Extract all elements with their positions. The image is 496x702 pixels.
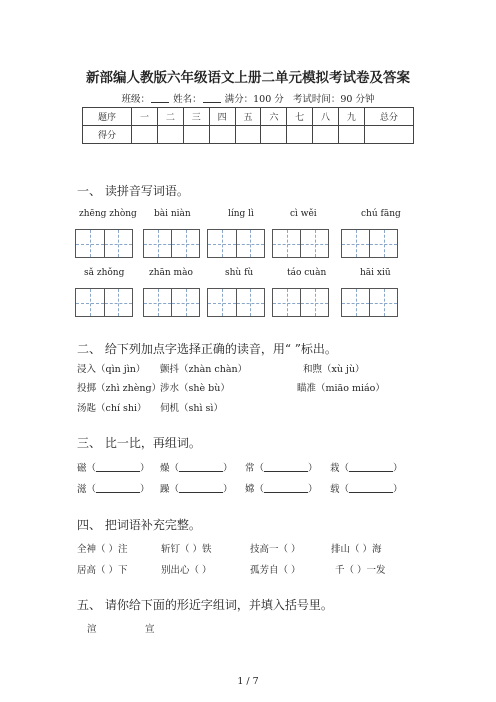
writing-grid[interactable] <box>341 229 398 258</box>
score-cell[interactable] <box>209 126 235 144</box>
compare-item: 载（ ） <box>330 484 403 495</box>
similar-char: 渲 <box>87 624 97 635</box>
pinyin: líng lì <box>228 209 254 219</box>
compare-char: 滋 <box>77 484 87 495</box>
section4-heading: 四、 把词语补充完整。 <box>77 518 201 532</box>
score-header: 总分 <box>364 108 413 126</box>
compare-item: 磁（ ） <box>77 463 150 474</box>
score-header: 五 <box>235 108 261 126</box>
pinyin: táo cuàn <box>287 268 327 278</box>
score-header: 题序 <box>83 108 132 126</box>
score-header-row <box>83 108 414 126</box>
reading-option[interactable]: 颤抖（zhàn chàn） <box>160 364 248 375</box>
exam-time: 考试时间：90 分钟 <box>292 94 375 105</box>
score-header: 二 <box>157 108 183 126</box>
score-header: 一 <box>132 108 158 126</box>
writing-grid[interactable] <box>207 288 265 317</box>
compare-char: 躁 <box>160 484 170 495</box>
answer-blank[interactable] <box>179 463 223 472</box>
class-label: 班级： <box>121 94 151 105</box>
score-cell[interactable] <box>132 126 158 144</box>
score-header: 七 <box>287 108 313 126</box>
pinyin: bài niàn <box>154 209 191 219</box>
reading-option[interactable]: 浸入（qìn jìn） <box>77 364 146 375</box>
reading-option[interactable]: 涉水（shè bù） <box>160 383 230 394</box>
score-cell[interactable] <box>261 126 287 144</box>
compare-item: 滋（ ） <box>77 484 150 495</box>
score-cell[interactable] <box>287 126 313 144</box>
idiom-item[interactable]: 居高（ ）下 <box>77 565 128 576</box>
writing-grid[interactable] <box>143 229 200 258</box>
writing-grid[interactable] <box>143 288 200 317</box>
writing-grid[interactable] <box>75 288 133 317</box>
compare-char: 燥 <box>160 463 170 474</box>
compare-item: 栽（ ） <box>330 463 403 474</box>
idiom-item[interactable]: 技高一（ ） <box>250 544 301 555</box>
score-cell[interactable] <box>364 126 413 144</box>
answer-blank[interactable] <box>179 484 223 493</box>
compare-item: 嫦（ ） <box>245 484 318 495</box>
compare-item: 躁（ ） <box>160 484 233 495</box>
reading-option[interactable]: 伺机（shì sì） <box>160 403 223 414</box>
section1-heading: 一、 读拼音写词语。 <box>77 184 189 198</box>
answer-blank[interactable] <box>96 463 140 472</box>
reading-option[interactable]: 投掷（zhì zhèng） <box>77 383 162 394</box>
reading-option[interactable]: 和煦（xù jù） <box>303 364 365 375</box>
pinyin: hāi xiū <box>360 268 391 278</box>
writing-grid[interactable] <box>341 288 398 317</box>
score-header: 八 <box>313 108 339 126</box>
pinyin: sǎ zhǒng <box>84 268 125 278</box>
score-cell[interactable] <box>183 126 209 144</box>
similar-char: 宣 <box>145 624 155 635</box>
answer-blank[interactable] <box>264 484 308 493</box>
exam-title: 新部编人教版六年级语文上册二单元模拟考试卷及答案 <box>86 70 410 86</box>
idiom-item[interactable]: 全神（ ）注 <box>77 544 128 555</box>
score-table <box>82 107 414 144</box>
compare-item: 常（ ） <box>245 463 318 474</box>
compare-item: 燥（ ） <box>160 463 233 474</box>
writing-grid[interactable] <box>207 229 265 258</box>
idiom-item[interactable]: 孤芳自（ ） <box>250 565 301 576</box>
idiom-item[interactable]: 别出心（ ） <box>161 565 212 576</box>
answer-blank[interactable] <box>349 463 393 472</box>
exam-info <box>0 91 496 105</box>
score-header: 九 <box>338 108 364 126</box>
compare-char: 常 <box>245 463 255 474</box>
score-row-label: 得分 <box>83 126 132 144</box>
page-number: 1 / 7 <box>237 676 259 687</box>
pinyin: zhēng zhòng <box>79 209 137 219</box>
name-label: 姓名： <box>173 94 202 105</box>
section3-heading: 三、 比一比，再组词。 <box>77 436 201 450</box>
compare-char: 磁 <box>77 463 87 474</box>
score-cell[interactable] <box>313 126 339 144</box>
score-header: 六 <box>261 108 287 126</box>
pinyin: zhān mào <box>149 268 193 278</box>
compare-char: 嫦 <box>245 484 255 495</box>
score-cell[interactable] <box>338 126 364 144</box>
score-header: 四 <box>209 108 235 126</box>
section5-heading: 五、 请你给下面的形近字组词，并填入括号里。 <box>77 598 333 612</box>
answer-blank[interactable] <box>264 463 308 472</box>
pinyin: cì wěi <box>290 209 317 219</box>
score-cell[interactable] <box>235 126 261 144</box>
writing-grid[interactable] <box>272 288 329 317</box>
writing-grid[interactable] <box>75 229 133 258</box>
compare-char: 载 <box>330 484 340 495</box>
score-header: 三 <box>183 108 209 126</box>
reading-option[interactable]: 瞄准（miāo miáo） <box>297 383 385 394</box>
writing-grid[interactable] <box>272 229 329 258</box>
reading-option[interactable]: 汤匙（chí shi） <box>77 403 147 414</box>
answer-blank[interactable] <box>96 484 140 493</box>
score-row <box>83 126 414 144</box>
full-score: 满分：100 分 <box>224 94 284 105</box>
name-blank[interactable] <box>203 94 221 103</box>
answer-blank[interactable] <box>349 484 393 493</box>
class-blank[interactable] <box>151 94 169 103</box>
section2-heading: 二、 给下列加点字选择正确的读音，用“ ”标出。 <box>77 342 337 356</box>
idiom-item[interactable]: 排山（ ）海 <box>331 544 382 555</box>
score-cell[interactable] <box>157 126 183 144</box>
idiom-item[interactable]: 斩钉（ ）铁 <box>161 544 212 555</box>
pinyin: chú fāng <box>361 209 401 219</box>
idiom-item[interactable]: 千（ ）一发 <box>335 565 386 576</box>
pinyin: shù fù <box>225 268 254 278</box>
compare-char: 栽 <box>330 463 340 474</box>
